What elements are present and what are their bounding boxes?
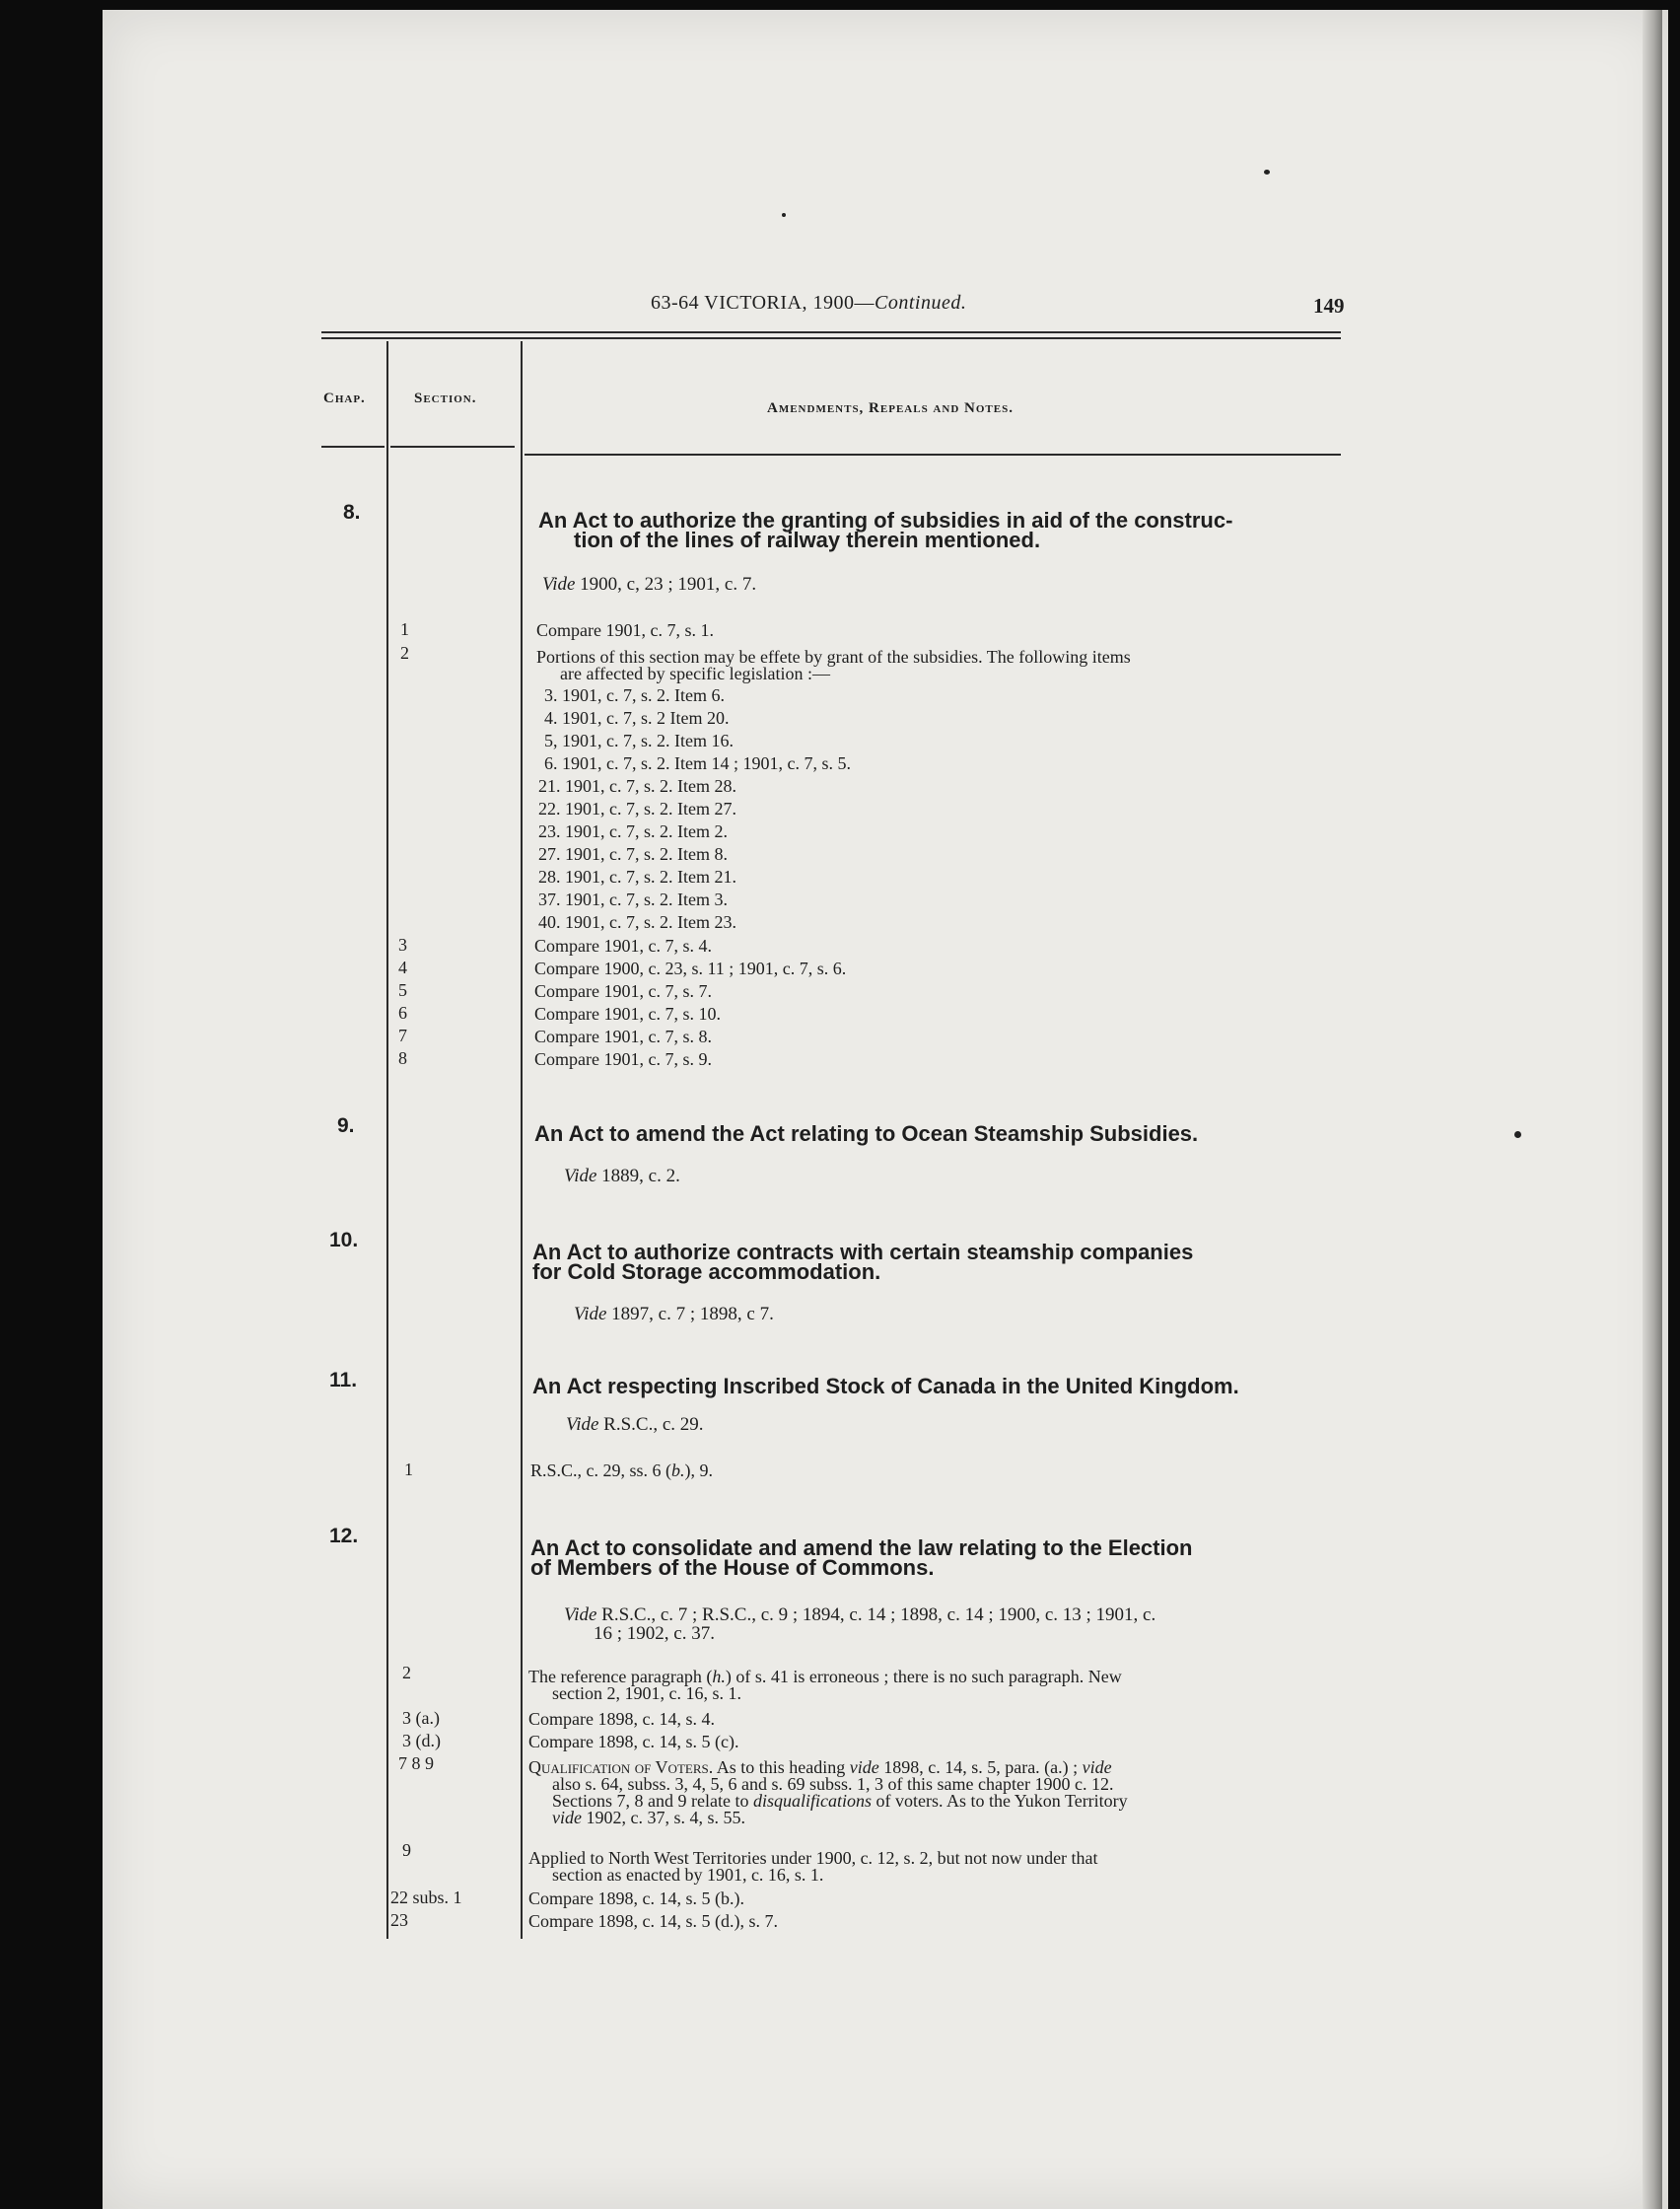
chapter-number: 10. — [329, 1229, 359, 1251]
section-number: 6 — [398, 1003, 407, 1023]
speck — [1264, 170, 1270, 175]
act-title: An Act to authorize contracts with certain steamship companies for Cold Storage accommodation. — [532, 1240, 1194, 1284]
act-title: An Act to consolidate and amend the law relating to the Election of Members of the House of Commons. — [530, 1535, 1193, 1580]
section-number: 9 — [402, 1840, 411, 1860]
item-line: 28. 1901, c. 7, s. 2. Item 21. — [538, 867, 736, 887]
column-divider — [386, 341, 388, 1939]
item-line: 23. 1901, c. 7, s. 2. Item 2. — [538, 821, 728, 841]
column-header-section: Section. — [414, 391, 477, 406]
note-text: Qualification of Voters. As to this heading vide 1898, c. 14, s. 5, para. (a.) ; vide also s. 64, subss. 3, 4, 5, 6 and s. 69 subss. 1, 3 of this same chapter 1900 c. 12. Sections 7, 8 and 9 relate to disqualifications of voters. As to the Yukon Territory vide 1902, c. 37, s. 4, s. 55. — [528, 1757, 1128, 1827]
item-line: 4. 1901, c. 7, s. 2 Item 20. — [544, 708, 730, 728]
item-line: 5, 1901, c. 7, s. 2. Item 16. — [544, 731, 734, 750]
item-line: 22. 1901, c. 7, s. 2. Item 27. — [538, 799, 736, 819]
item-line: 21. 1901, c. 7, s. 2. Item 28. — [538, 776, 736, 796]
note-text: Compare 1901, c. 7, s. 8. — [534, 1027, 712, 1046]
item-line: 3. 1901, c. 7, s. 2. Item 6. — [544, 685, 725, 705]
section-number: 4 — [398, 958, 407, 977]
chapter-number: 12. — [329, 1525, 359, 1547]
note-text: Compare 1898, c. 14, s. 5 (d.), s. 7. — [528, 1911, 778, 1931]
chapter-number: 8. — [343, 501, 361, 524]
top-double-rule — [321, 331, 1341, 333]
section-number: 5 — [398, 980, 407, 1000]
running-head: 63-64 VICTORIA, 1900—Continued. — [651, 292, 967, 314]
section-number: 22 subs. 1 — [390, 1888, 462, 1907]
column-divider — [521, 341, 523, 1939]
top-double-rule — [321, 337, 1341, 339]
note-text: Compare 1898, c. 14, s. 5 (b.). — [528, 1888, 744, 1908]
note-text: The reference paragraph (h.) of s. 41 is erroneous ; there is no such paragraph. New section 2, 1901, c. 16, s. 1. — [528, 1667, 1122, 1703]
note-text: Compare 1901, c. 7, s. 1. — [536, 620, 714, 640]
section-number: 1 — [400, 619, 409, 639]
section-number: 3 (a.) — [402, 1708, 440, 1728]
section-number: 7 8 9 — [398, 1753, 434, 1773]
column-header-notes: Amendments, Repeals and Notes. — [767, 400, 1014, 416]
section-number: 3 — [398, 935, 407, 955]
item-line: 40. 1901, c. 7, s. 2. Item 23. — [538, 912, 736, 932]
section-number: 23 — [390, 1910, 408, 1930]
header-bottom-rule — [321, 446, 385, 448]
vide-reference: Vide R.S.C., c. 29. — [566, 1414, 704, 1435]
act-title: An Act to authorize the granting of subsidies in aid of the construc- tion of the lines of railway therein mentioned. — [538, 508, 1233, 552]
section-number: 7 — [398, 1026, 407, 1045]
note-text: Compare 1898, c. 14, s. 4. — [528, 1709, 715, 1729]
note-text: Applied to North West Territories under 1900, c. 12, s. 2, but not now under that section as enacted by 1901, c. 16, s. 1. — [528, 1848, 1098, 1885]
note-text: Compare 1901, c. 7, s. 7. — [534, 981, 712, 1001]
note-text: Compare 1900, c. 23, s. 11 ; 1901, c. 7, s. 6. — [534, 959, 847, 978]
act-title: An Act to amend the Act relating to Ocean Steamship Subsidies. — [534, 1121, 1199, 1146]
vide-reference: Vide R.S.C., c. 7 ; R.S.C., c. 9 ; 1894, c. 14 ; 1898, c. 14 ; 1900, c. 13 ; 1901, c. 16 ; 1902, c. 37. — [564, 1604, 1156, 1644]
note-text: Compare 1901, c. 7, s. 9. — [534, 1049, 712, 1069]
note-text: Compare 1901, c. 7, s. 4. — [534, 936, 712, 956]
column-header-chap: Chap. — [323, 391, 366, 406]
note-text: R.S.C., c. 29, ss. 6 (b.), 9. — [530, 1461, 714, 1480]
section-number: 2 — [400, 643, 409, 663]
chapter-number: 11. — [329, 1369, 358, 1391]
section-number: 8 — [398, 1048, 407, 1068]
note-text: Compare 1898, c. 14, s. 5 (c). — [528, 1732, 739, 1751]
page-number: 149 — [1313, 294, 1345, 318]
act-title: An Act respecting Inscribed Stock of Canada in the United Kingdom. — [532, 1374, 1239, 1398]
item-line: 37. 1901, c. 7, s. 2. Item 3. — [538, 890, 728, 909]
chapter-number: 9. — [337, 1114, 355, 1137]
section-number: 2 — [402, 1663, 411, 1682]
note-text: Compare 1901, c. 7, s. 10. — [534, 1004, 721, 1024]
item-line: 27. 1901, c. 7, s. 2. Item 8. — [538, 844, 728, 864]
note-text: Portions of this section may be effete by grant of the subsidies. The following items are affected by specific legislation :— — [536, 647, 1131, 683]
section-number: 3 (d.) — [402, 1731, 441, 1750]
header-bottom-rule — [390, 446, 515, 448]
vide-reference: Vide 1897, c. 7 ; 1898, c 7. — [574, 1304, 774, 1324]
item-line: 6. 1901, c. 7, s. 2. Item 14 ; 1901, c. 7, s. 5. — [544, 753, 851, 773]
speck — [1514, 1131, 1521, 1138]
vide-reference: Vide 1889, c. 2. — [564, 1166, 680, 1186]
vide-reference: Vide 1900, c, 23 ; 1901, c. 7. — [542, 574, 757, 595]
speck — [782, 213, 786, 217]
section-number: 1 — [404, 1460, 413, 1479]
header-bottom-rule — [525, 454, 1341, 456]
page-edge — [1643, 10, 1662, 2209]
